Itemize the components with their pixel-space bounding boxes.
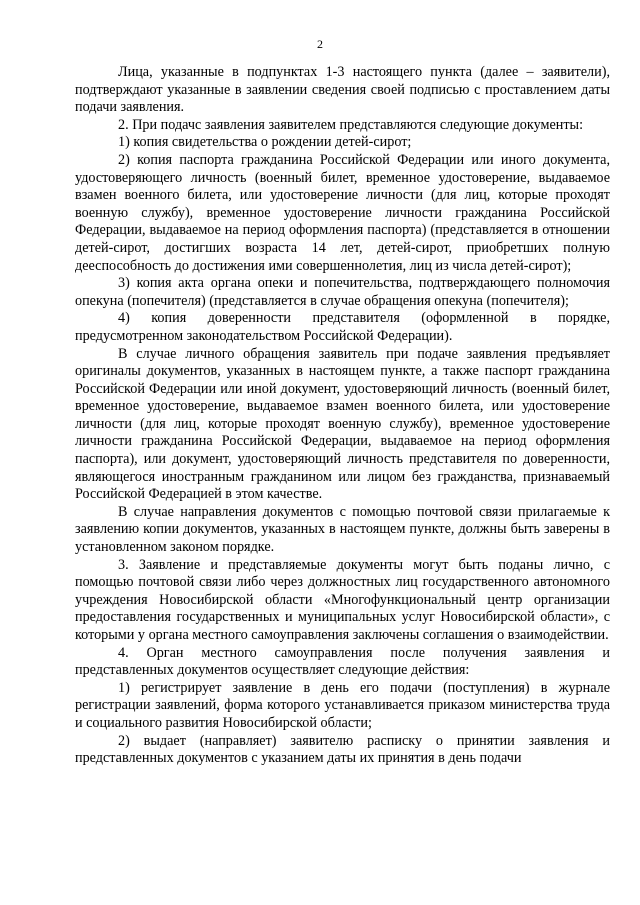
list-item-receipt: 2) выдает (направляет) заявителю расписку о принятии заявления и представленных документов с указанием даты их принятия в день подачи [75, 732, 610, 767]
list-item-power-of-attorney: 4) копия доверенности представителя (оформленной в порядке, предусмотренном законодательством Российской Федерации). [75, 310, 610, 344]
paragraph-applicants-confirm: Лица, указанные в подпунктах 1-3 настоящего пункта (далее – заявители), подтверждают указанные в заявлении сведения своей подписью с проставлением даты подачи заявления. [75, 64, 610, 116]
list-item-registration: 1) регистрирует заявление в день его подачи (поступления) в журнале регистрации заявлений, форма которого устанавливается приказом министерства труда и социального развития Новосибирской области; [75, 679, 610, 731]
paragraph-item-2-documents: 2. При подачс заявления заявителем представляются следующие документы: [118, 116, 584, 133]
list-item-guardianship-act: 3) копия акта органа опеки и попечительства, подтверждающего полномочия опекуна (попечителя) (представляется в случае обращения опекуна (попечителя); [75, 275, 610, 309]
list-item-birth-certificate: 1) копия свидетельства о рождении детей-сирот; [118, 134, 412, 151]
list-item-passport-copy: 2) копия паспорта гражданина Российской Федерации или иного документа, удостоверяющего личность (военный билет, временное удостоверение, выдаваемое взамен военного билета, или удостоверение личности (для лиц, которые проходят военную службу), временное удостоверение личности гражданина Российской Федерации, выдаваемое на период оформления паспорта) (представляется в отношении детей-сирот, достигших возраста 14 лет, детей-сирот, приобретших полную дееспособность до достижения ими совершеннолетия, лиц из числа детей-сирот); [75, 151, 610, 274]
paragraph-personal-application: В случае личного обращения заявитель при подаче заявления предъявляет оригиналы документов, указанных в настоящем пункте, а также паспорт гражданина Российской Федерации или иной документ, удостоверяющий личность (военный билет, временное удостоверение, выдаваемое взамен военного билета, или удостоверение личности (для лиц, которые проходят военную службу), временное удостоверение личности гражданина Российской Федерации, выдаваемое на период оформления паспорта), или документ, удостоверяющий личность представителя по доверенности, являющегося иностранным гражданином или лицом без гражданства, признаваемый Российской Федерацией в этом качестве. [75, 345, 610, 503]
document-body [75, 64, 610, 768]
page-number: 2 [317, 37, 323, 51]
paragraph-postal-delivery: В случае направления документов с помощью почтовой связи прилагаемые к заявлению копии документов, указанных в настоящем пункте, должны быть заверены в установленном законом порядке. [75, 503, 610, 556]
paragraph-item-3-submission: 3. Заявление и представляемые документы могут быть поданы лично, с помощью почтовой связи либо через должностных лиц государственного автономного учреждения Новосибирской области «Многофункциональный центр организации предоставления государственных и муниципальных услуг Новосибирской области», с которыми у органа местного самоуправления заключены соглашения о взаимодействии. [75, 556, 610, 643]
paragraph-item-4-actions: 4. Орган местного самоуправления после получения заявления и представленных документов осуществляет следующие действия: [75, 644, 610, 679]
